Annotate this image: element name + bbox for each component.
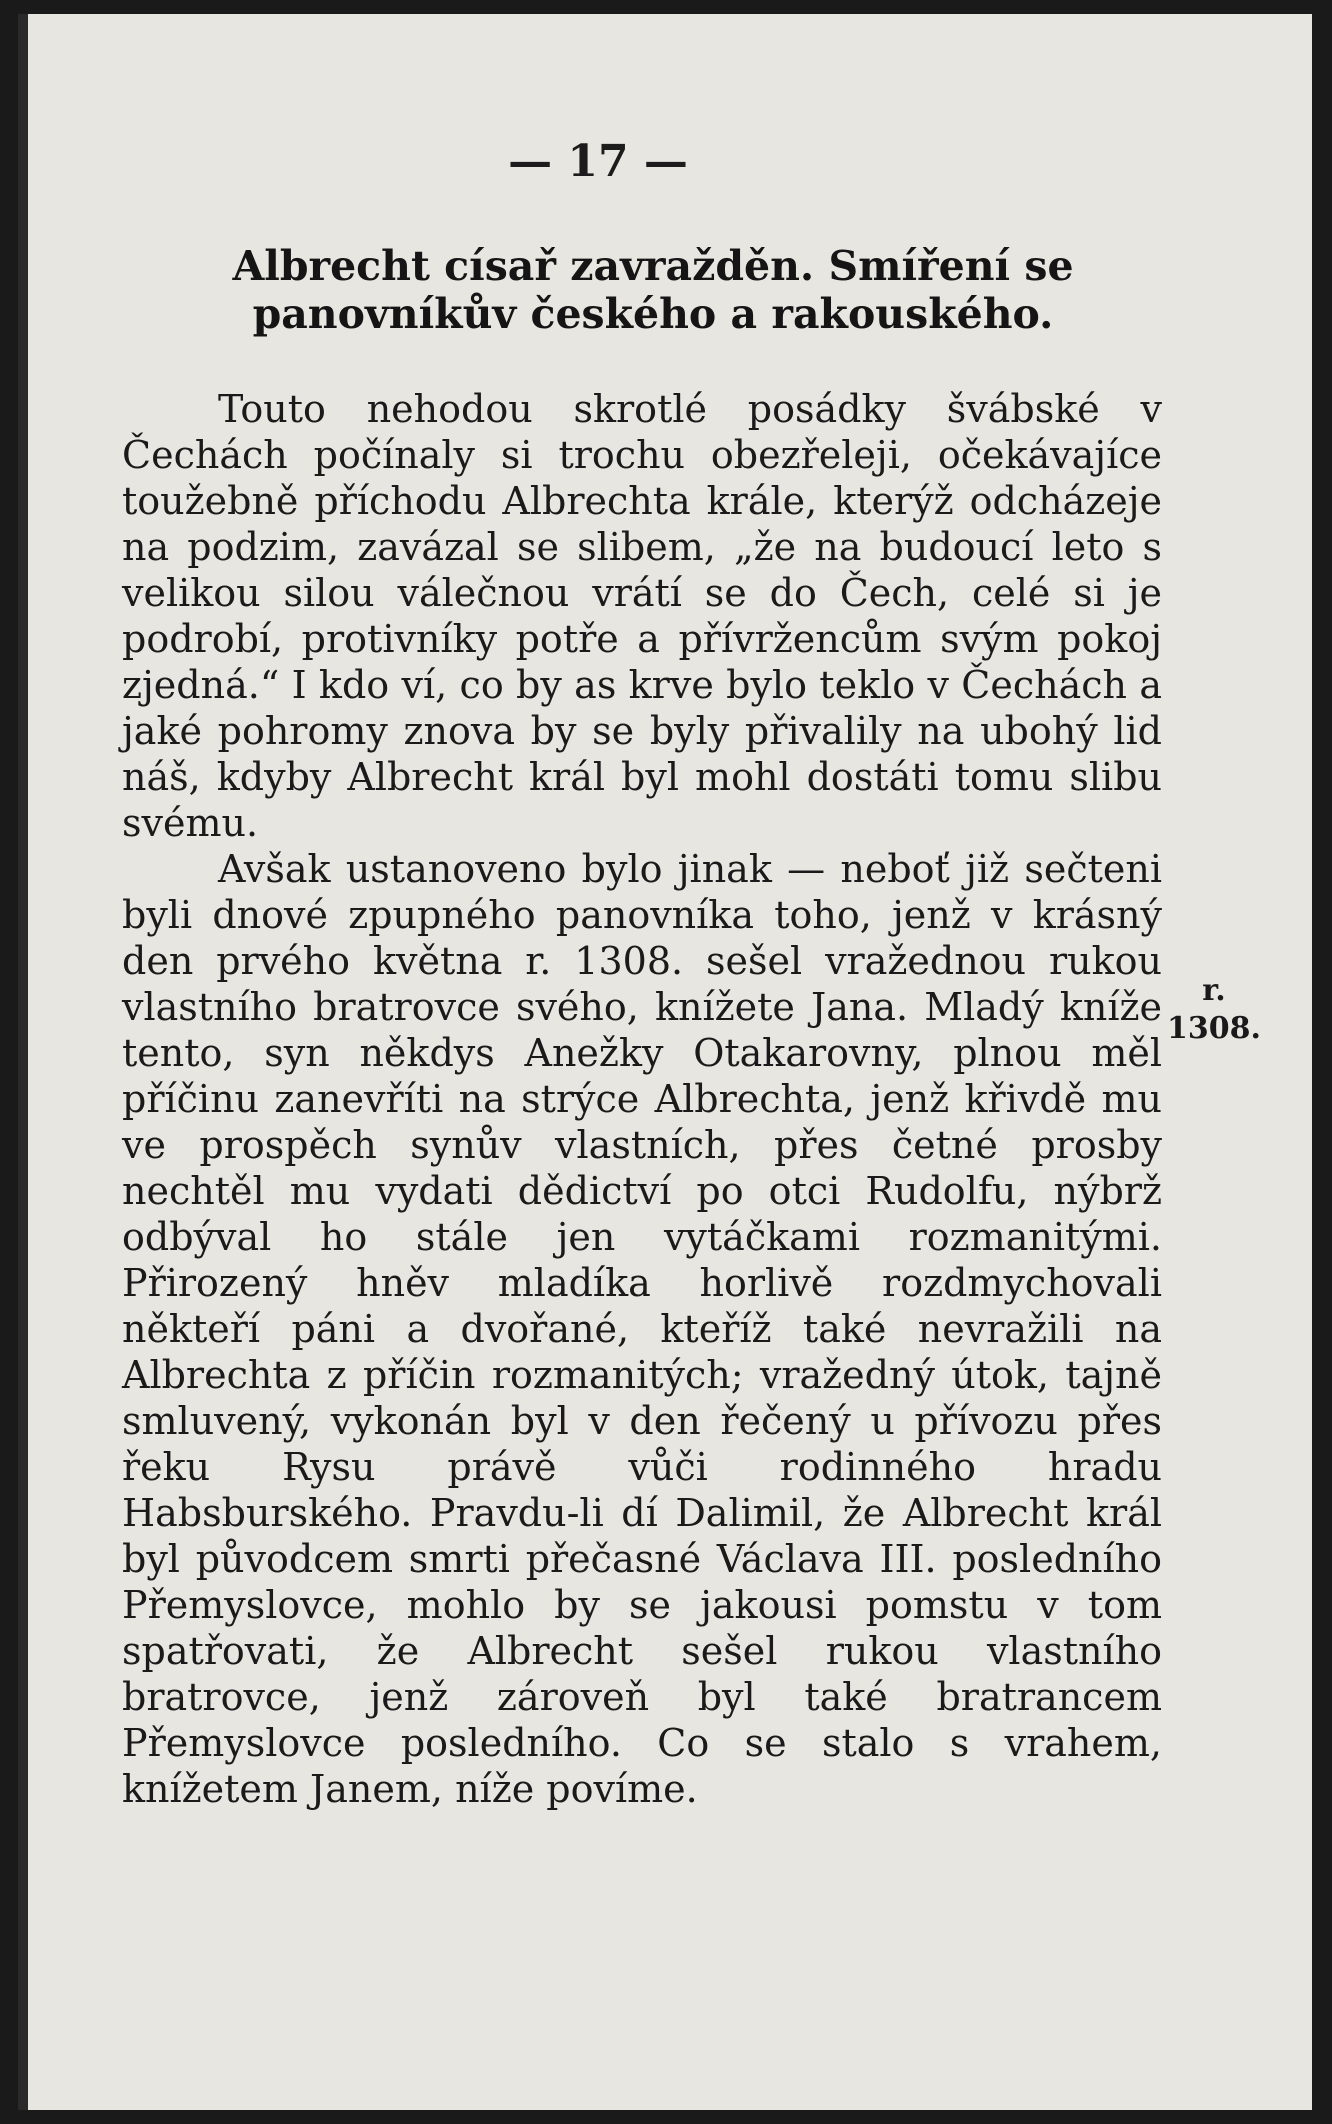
page-binding-edge [18, 14, 28, 2110]
page-number: — 17 — [508, 136, 688, 187]
margin-note-year [1164, 972, 1264, 1048]
paragraph-2: Avšak ustanoveno bylo jinak — neboť již sečteni byli dnové zpupného panovníka toho, jenž v krásný den prvého května r. 1308. sešel vražednou rukou vlastního bratrovce svého, knížete Jana. Mladý kníže tento, syn někdys Anežky Otakarovny, plnou měl příčinu zanevříti na strýce Albrechta, jenž křivdě mu ve prospěch synův vlastních, přes četné prosby nechtěl mu vydati dědictví po otci Rudolfu, nýbrž odbýval ho stále jen vytáčkami rozmanitými. Přirozený hněv mladíka horlivě rozdmychovali někteří páni a dvořané, kteříž také nevražili na Albrechta z příčin rozmanitých; vražedný útok, tajně smluvený, vykonán byl v den řečený u přívozu přes řeku Rysu právě vůči rodinného hradu Habsburského. Pravdu-li dí Dalimil, že Albrecht král byl původcem smrti přečasné Václava III. posledního Přemyslovce, mohlo by se jakousi pomstu v tom spatřovati, že Albrecht sešel rukou vlastního bratrovce, jenž zároveň byl také bratrancem Přemyslovce posledního. Co se stalo s vrahem, knížetem Janem, níže povíme. [122, 847, 1162, 1811]
chapter-title: Albrecht císař zavražděn. Smíření se panovníkův českého a rakouského. [232, 242, 1074, 338]
body-text [122, 386, 1162, 1812]
margin-note-line-2: 1308. [1167, 1011, 1261, 1046]
margin-note-line-1: r. [1202, 973, 1226, 1008]
book-page [18, 14, 1312, 2110]
paragraph-1: Touto nehodou skrotlé posádky švábské v Čechách počínaly si trochu obezřeleji, očekávajíce toužebně příchodu Albrechta krále, kterýž odcházeje na podzim, zavázal se slibem, „že na budoucí leto s velikou silou válečnou vrátí se do Čech, celé si je podrobí, protivníky potře a přívržencům svým pokoj zjedná.“ I kdo ví, co by as krve bylo teklo v Čechách a jaké pohromy znova by se byly přivalily na ubohý lid náš, kdyby Albrecht král byl mohl dostáti tomu slibu svému. [122, 387, 1162, 845]
